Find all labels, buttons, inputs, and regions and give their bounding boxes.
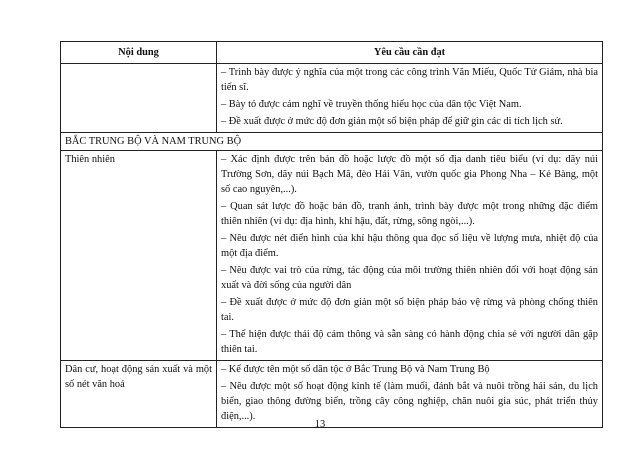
requirement-item: – Nêu được vai trò của rừng, tác động của môi trường thiên nhiên đối với hoạt động sản xuất và đời sống của người dân: [221, 265, 598, 291]
requirements-cell: [217, 64, 603, 133]
requirement-item: – Đề xuất được ở mức độ đơn giản một số biện pháp để giữ gìn các di tích lịch sử.: [221, 116, 563, 127]
requirement-item: – Nêu được nét điển hình của khí hậu thông qua đọc số liệu về lượng mưa, nhiệt độ của một địa điểm.: [221, 233, 598, 259]
requirement-item: – Bày tỏ được cảm nghĩ về truyền thống hiếu học của dân tộc Việt Nam.: [221, 99, 522, 110]
table-row-nature: [61, 151, 603, 361]
topic-cell: Thiên nhiên: [61, 151, 217, 361]
page-number: 13: [314, 419, 326, 430]
requirement-item: – Thể hiện được thái độ cảm thông và sẵn sàng có hành động chia sẻ với người dân gặp thiên tai.: [221, 329, 598, 355]
table-row-population: [61, 361, 603, 428]
topic-cell: Dân cư, hoạt động sản xuất và một số nét văn hoá: [61, 361, 217, 428]
requirement-item: – Đề xuất được ở mức độ đơn giản một số biện pháp bảo vệ rừng và phòng chống thiên tai.: [221, 297, 598, 323]
requirements-cell: [217, 361, 603, 428]
requirements-cell: [217, 151, 603, 361]
requirement-item: – Nêu được một số hoạt động kinh tế (làm muối, đánh bắt và nuôi trồng hải sản, du lịch biển, giao thông đường biển, trồng cây công nghiệp, chăn nuôi gia súc, phát triển thủy điện,...).: [221, 381, 598, 422]
table-row-continuation: [61, 64, 603, 133]
curriculum-table: [60, 41, 603, 428]
header-requirements: Yêu cầu cần đạt: [217, 42, 603, 64]
header-content: Nội dung: [61, 42, 217, 64]
table-header-row: [61, 42, 603, 64]
requirement-item: – Kể được tên một số dân tộc ở Bắc Trung Bộ và Nam Trung Bộ: [221, 364, 490, 375]
section-row: [61, 133, 603, 151]
topic-cell-empty: [61, 64, 217, 133]
requirement-item: – Xác định được trên bản đồ hoặc lược đồ một số địa danh tiêu biểu (ví dụ: dãy núi Trường Sơn, dãy núi Bạch Mã, đèo Hải Vân, vườn quốc gia Phong Nha – Kẻ Bàng, một số cao nguyên,...).: [221, 154, 598, 195]
section-title: BẮC TRUNG BỘ VÀ NAM TRUNG BỘ: [61, 133, 603, 151]
requirement-item: – Trình bày được ý nghĩa của một trong các công trình Văn Miếu, Quốc Tử Giám, nhà bia tiến sĩ.: [221, 67, 598, 93]
requirement-item: – Quan sát lược đồ hoặc bản đồ, tranh ảnh, trình bày được một trong những đặc điểm thiên nhiên (ví dụ: địa hình, khí hậu, đất, rừng, sông ngòi,...).: [221, 201, 598, 227]
